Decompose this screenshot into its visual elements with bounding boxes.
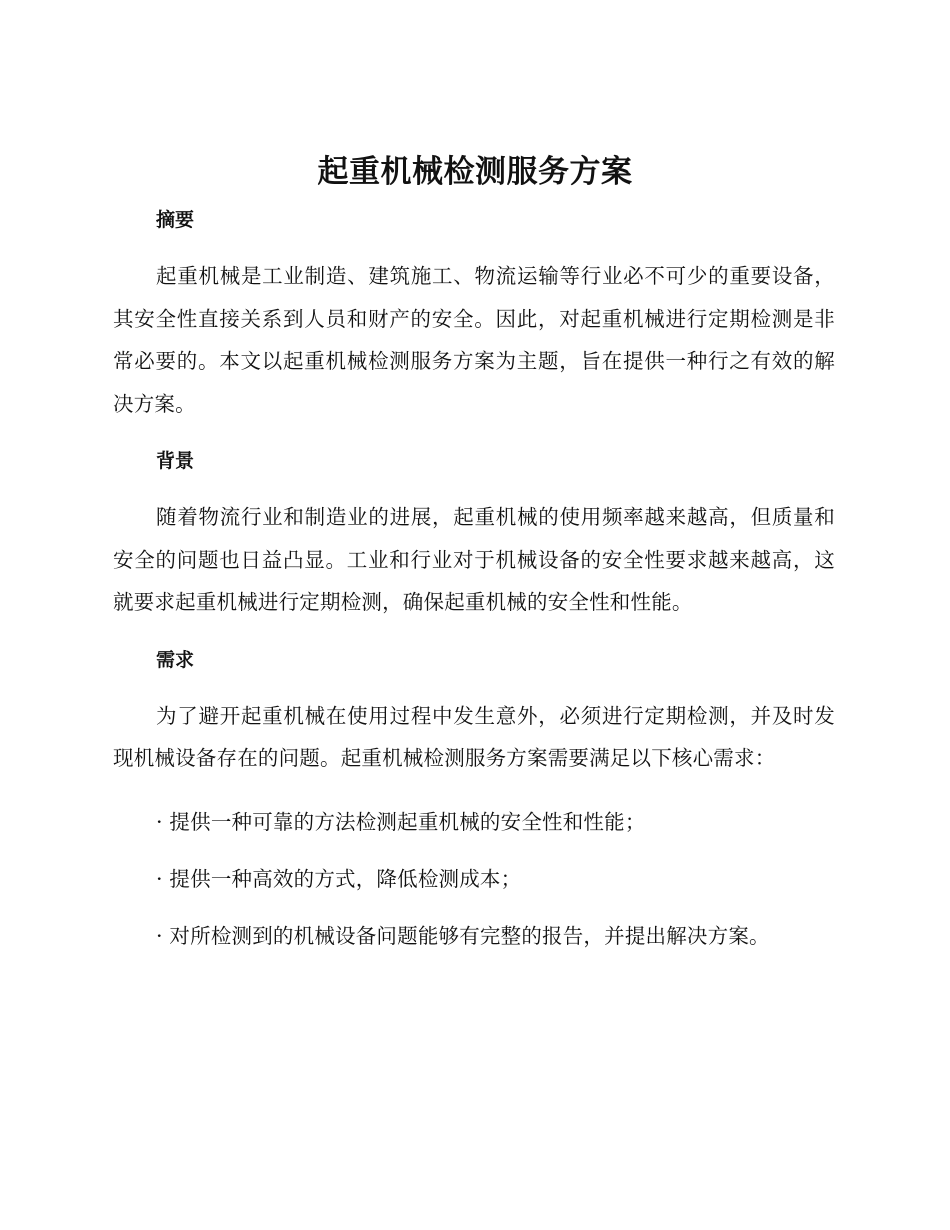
paragraph-abstract: 起重机械是工业制造、建筑施工、物流运输等行业必不可少的重要设备，其安全性直接关系到人员和财产的安全。因此，对起重机械进行定期检测是非常必要的。本文以起重机械检测服务方案为主题，旨在提供一种行之有效的解决方案。 [113, 264, 835, 416]
bullet-item: · 对所检测到的机械设备问题能够有完整的报告，并提出解决方案。 [156, 923, 770, 948]
section-heading-background: 背景 [156, 450, 195, 472]
paragraph-background: 随着物流行业和制造业的进展，起重机械的使用频率越来越高，但质量和安全的问题也日益凸显。工业和行业对于机械设备的安全性要求越来越高，这就要求起重机械进行定期检测，确保起重机械的安全性和性能。 [113, 505, 835, 614]
section-background [113, 446, 835, 624]
bullet-item: · 提供一种可靠的方法检测起重机械的安全性和性能； [156, 809, 646, 834]
section-heading-abstract: 摘要 [156, 209, 195, 231]
document-body [113, 205, 835, 951]
section-requirements [113, 645, 835, 951]
document-title: 起重机械检测服务方案 [317, 154, 633, 190]
section-abstract [113, 205, 835, 425]
section-heading-requirements: 需求 [156, 648, 195, 671]
paragraph-requirements: 为了避开起重机械在使用过程中发生意外，必须进行定期检测，并及时发现机械设备存在的问题。起重机械检测服务方案需要满足以下核心需求： [113, 703, 835, 770]
bullet-item: · 提供一种高效的方式，降低检测成本； [156, 866, 522, 891]
